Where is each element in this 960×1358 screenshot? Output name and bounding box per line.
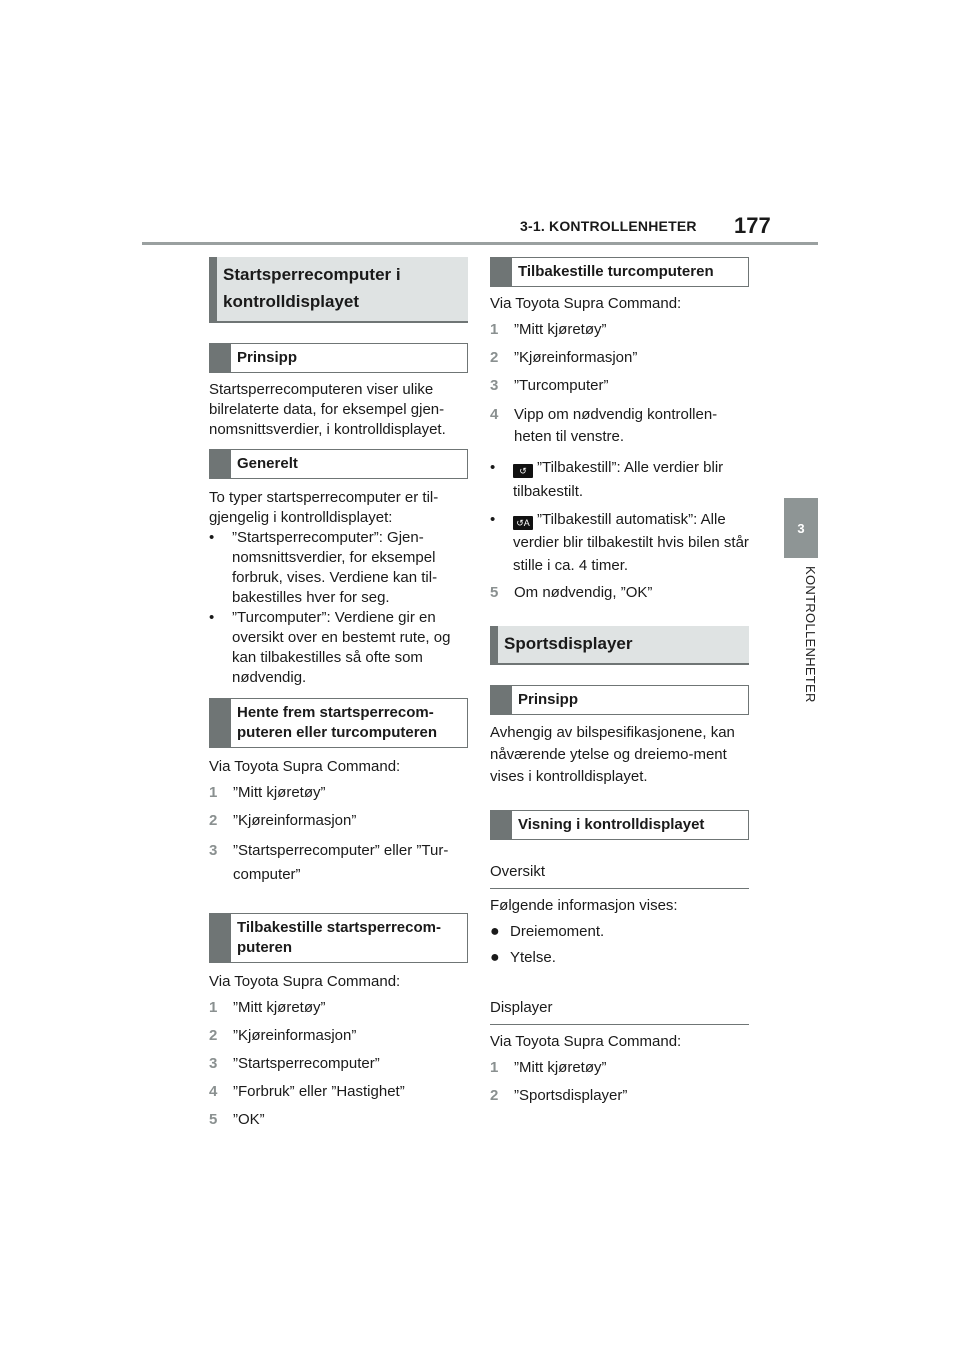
heading-sportsdisplayer: Sportsdisplayer [490, 626, 749, 665]
heading-tilbakestille-startsperre: Tilbakestille startsperrecom-puteren [209, 913, 468, 963]
list-item: • ↺A ”Tilbakestill automatisk”: Alle verdier blir tilbakestilt hvis bilen står stille i ca. 4 timer. [490, 511, 749, 574]
step-item: 2 ”Sportsdisplayer” [490, 1087, 628, 1104]
list-item: ● Ytelse. [490, 949, 556, 966]
step-item: 1 ”Mitt kjøretøy” [490, 321, 607, 338]
list-item: • ”Startsperrecomputer”: Gjen-nomsnittsverdier, for eksempel forbruk, vises. Verdiene kan til-bakestilles hver for seg. [209, 529, 438, 606]
step-item: 1 ”Mitt kjøretøy” [490, 1059, 607, 1076]
step-item: 3 ”Turcomputer” [490, 377, 609, 394]
heading-prinsipp-sport: Prinsipp [490, 685, 749, 715]
step-item: 4 ”Forbruk” eller ”Hastighet” [209, 1083, 405, 1100]
step-item: 3 ”Startsperrecomputer” [209, 1055, 380, 1072]
oversikt-text: Følgende informasjon vises: [490, 897, 678, 914]
left-column [209, 257, 468, 1130]
heading-displayer: Displayer [490, 994, 749, 1025]
step-item: 2 ”Kjøreinformasjon” [490, 349, 638, 366]
section-title: 3-1. KONTROLLENHETER [520, 218, 697, 234]
step-item: 5 ”OK” [209, 1111, 265, 1128]
list-item: ● Dreiemoment. [490, 923, 605, 940]
heading-oversikt: Oversikt [490, 858, 749, 889]
right-column [490, 257, 749, 1106]
heading-visning: Visning i kontrolldisplayet [490, 810, 749, 840]
heading-generelt: Generelt [209, 449, 468, 479]
prinsipp-text: Startsperrecomputeren viser ulike bilrelaterte data, for eksempel gjen-nomsnittsverdier, i kontrolldisplayet. [209, 381, 446, 438]
list-item: • ↺ ”Tilbakestill”: Alle verdier blir tilbakestilt. [490, 459, 724, 500]
header-divider [142, 242, 818, 245]
page-number: 177 [734, 213, 771, 238]
step-item: 3 ”Startsperrecomputer” eller ”Tur-computer” [209, 842, 449, 883]
chapter-tab: 3 [784, 498, 818, 558]
list-item: • ”Turcomputer”: Verdiene gir en oversikt over en bestemt rute, og kan tilbakestilles så ofte som nødvendig. [209, 609, 451, 686]
heading-prinsipp: Prinsipp [209, 343, 468, 373]
chapter-tab-label: KONTROLLENHETER [803, 566, 818, 703]
heading-tilbakestille-tur: Tilbakestille turcomputeren [490, 257, 749, 287]
step-item: 2 ”Kjøreinformasjon” [209, 812, 357, 829]
heading-startsperrecomputer: Startsperrecomputer i kontrolldisplayet [209, 257, 468, 323]
reset-auto-icon: ↺A [513, 516, 533, 530]
step-item: 5 Om nødvendig, ”OK” [490, 584, 653, 601]
heading-hente-frem: Hente frem startsperrecom-puteren eller turcomputeren [209, 698, 468, 748]
step-item: 4 Vipp om nødvendig kontrollen-heten til venstre. [490, 406, 718, 445]
step-item: 2 ”Kjøreinformasjon” [209, 1027, 357, 1044]
hente-intro: Via Toyota Supra Command: [209, 758, 401, 775]
generelt-text: To typer startsperrecomputer er til-gjengelig i kontrolldisplayet: [209, 489, 439, 526]
sport-prinsipp-text: Avhengig av bilspesifikasjonene, kan nåværende ytelse og dreiemo-ment vises i kontrolldisplayet. [490, 724, 735, 785]
displayer-intro: Via Toyota Supra Command: [490, 1033, 682, 1050]
step-item: 1 ”Mitt kjøretøy” [209, 784, 326, 801]
step-item: 1 ”Mitt kjøretøy” [209, 999, 326, 1016]
tilb-intro: Via Toyota Supra Command: [209, 973, 401, 990]
tur-intro: Via Toyota Supra Command: [490, 295, 682, 312]
reset-icon: ↺ [513, 464, 533, 478]
